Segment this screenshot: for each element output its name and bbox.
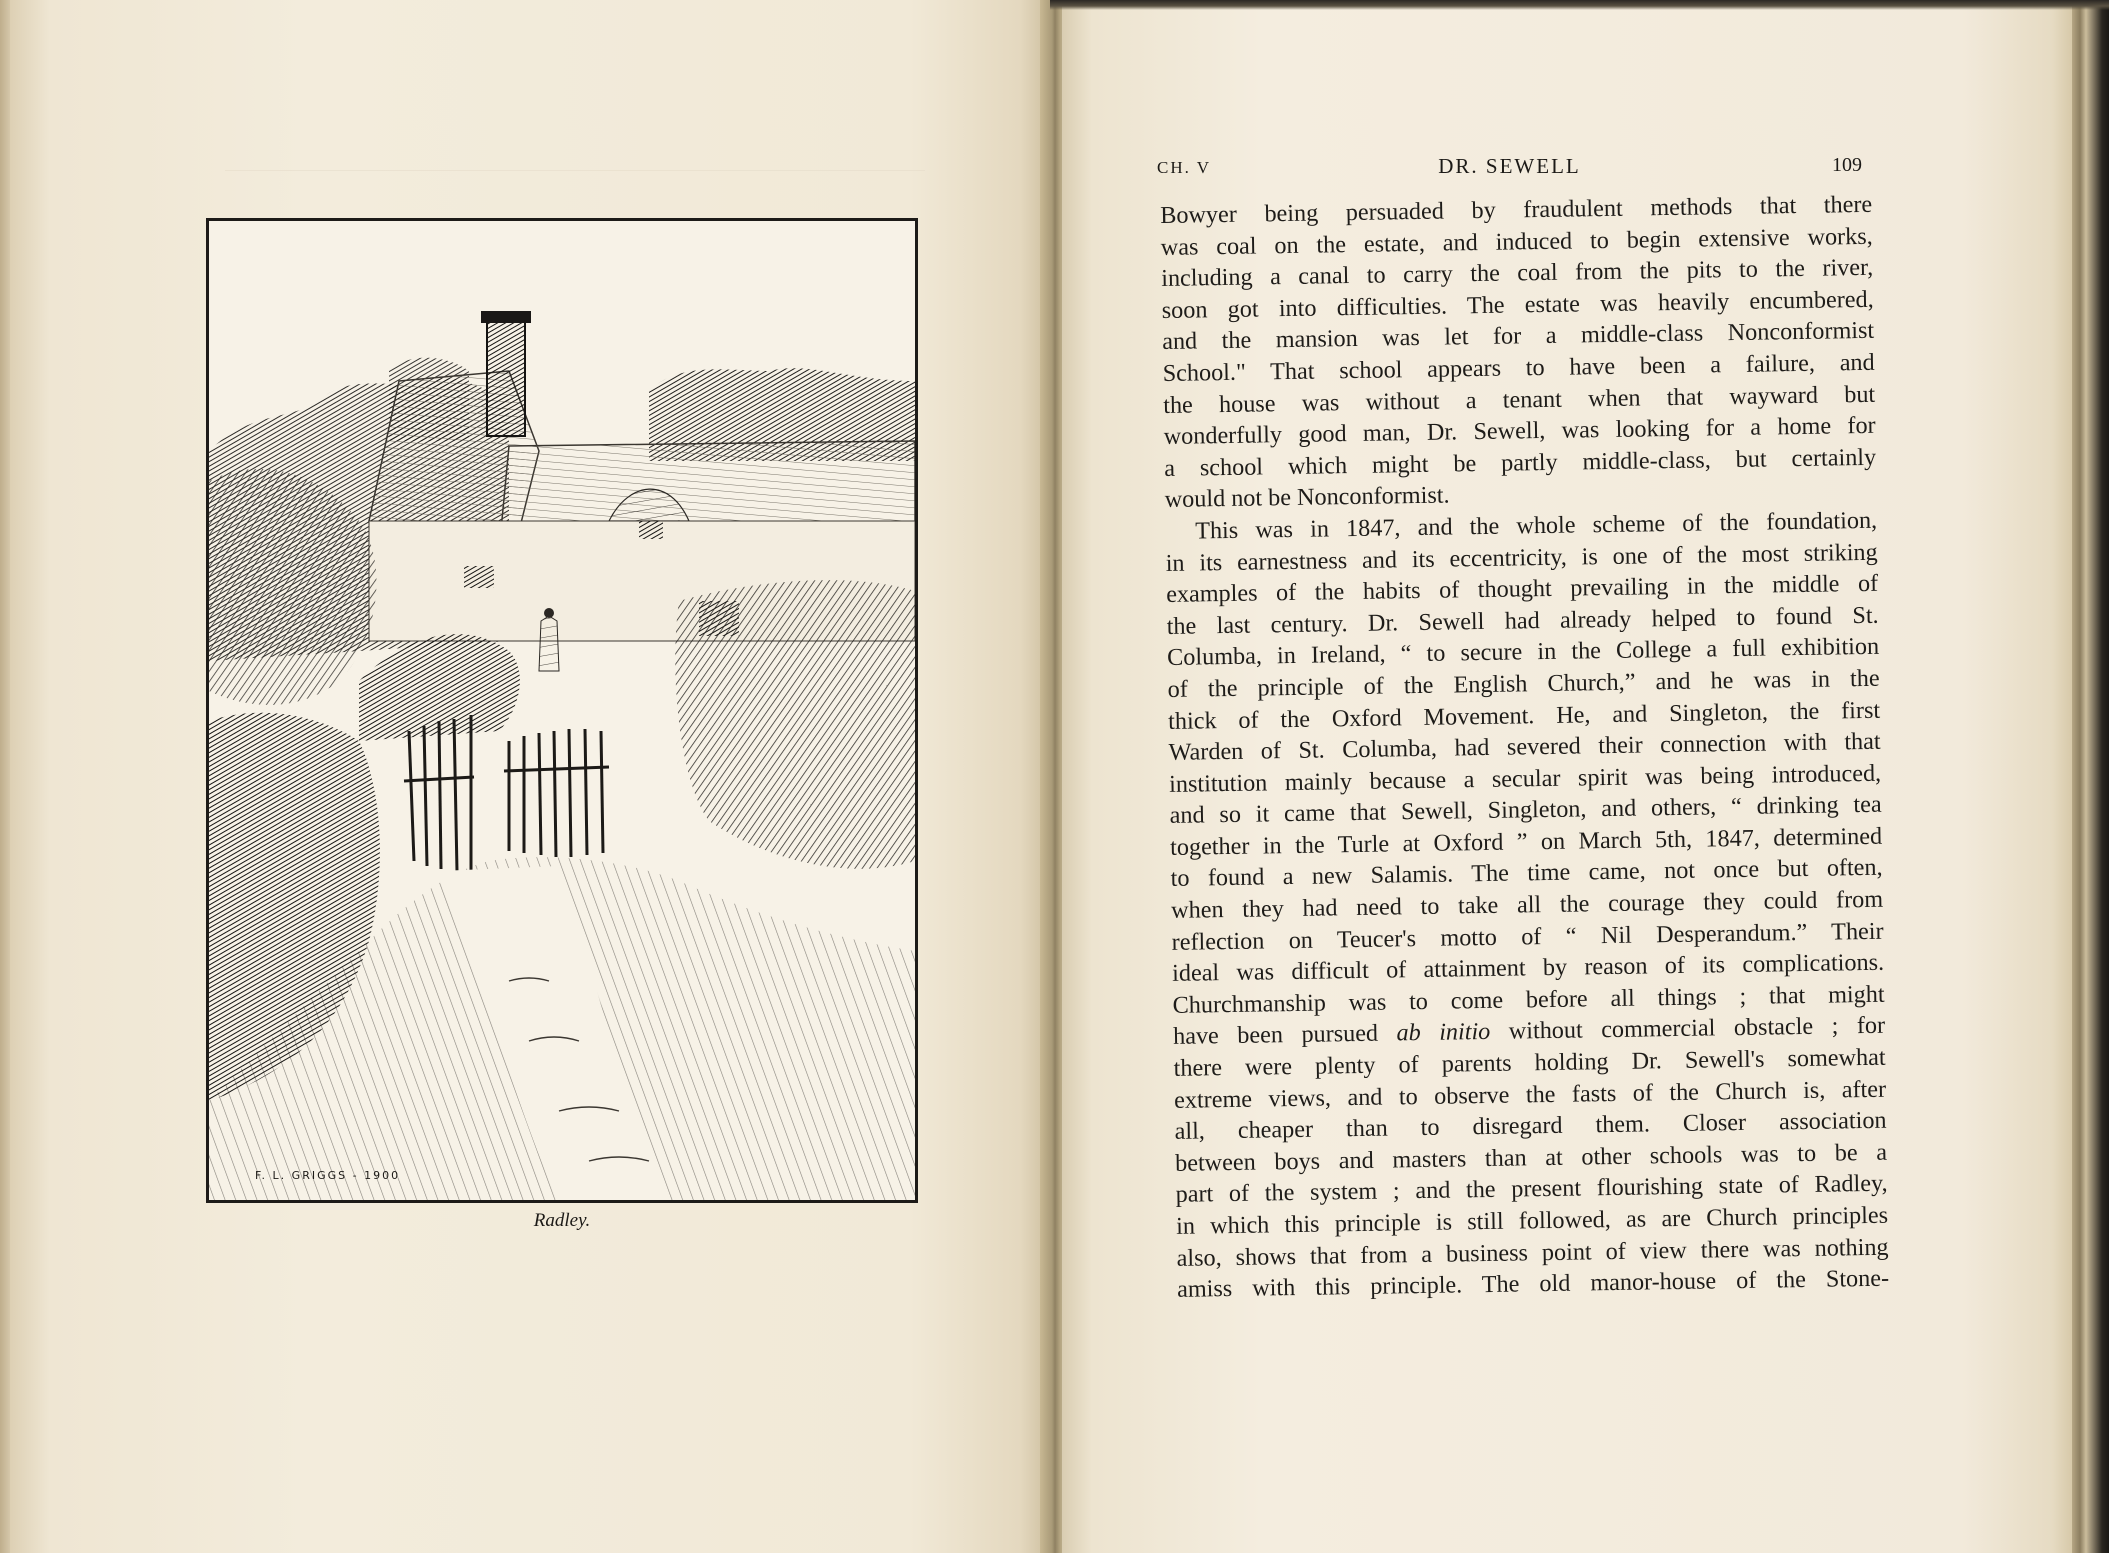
italic-phrase: ab initio [1396,1018,1491,1047]
body-line: Churchmanship was to come before all things ; that might [1172,980,1885,1019]
body-line: the house was without a tenant when that wayward but [1163,380,1876,419]
body-line: and the mansion was let for a middle-class Nonconformist [1162,317,1875,356]
body-line: extreme views, and to observe the fasts of the Church is, after [1173,1075,1887,1114]
top-shadow [1050,0,2109,10]
body-line: wonderfully good man, Dr. Sewell, was looking for a home for [1163,411,1876,451]
show-through-text [225,150,925,171]
body-line: ideal was difficult of attainment by reason of its complications. [1171,948,1885,988]
cottage-engraving [209,221,915,1200]
running-head [1157,154,1862,184]
body-line: was coal on the estate, and induced to begin extensive works, [1160,222,1873,261]
body-line: when they had need to take all the courage they could from [1170,885,1884,924]
page-number: 109 [1832,154,1862,176]
body-line: between boys and masters than at other schools was to be a [1174,1138,1888,1177]
body-line: examples of the habits of thought prevailing in the middle of [1165,569,1879,609]
body-line: amiss with this principle. The old manor-house of the Stone- [1176,1264,1890,1304]
body-text [1160,189,1889,1306]
body-line: in which this principle is still followed, as are Church principles [1175,1201,1889,1240]
artist-signature: F. L. GRIGGS - 1900 [255,1169,401,1182]
page-edge [2072,0,2109,1553]
body-line: part of the system ; and the present flourishing state of Radley, [1175,1170,1888,1209]
chapter-label: CH. V [1157,158,1212,177]
body-line: would not be Nonconformist. [1164,481,1450,514]
body-line: a school which might be partly middle-class, but certainly [1164,443,1877,482]
body-line: Warden of St. Columba, had severed their connection with that [1168,727,1881,767]
body-line: all, cheaper than to disregard them. Closer association [1174,1106,1887,1146]
body-line: reflection on Teucer's motto of “ Nil Desperandum.” Their [1171,917,1884,956]
body-line: also, shows that from a business point of view there was nothing [1176,1233,1889,1272]
body-line: Columba, in Ireland, “ to secure in the College a full exhibition [1166,633,1880,672]
body-line: This was in 1847, and the whole scheme of the foundation, [1194,506,1878,545]
body-line: School." That school appears to have been a failure, and [1162,348,1875,387]
body-line: thick of the Oxford Movement. He, and Singleton, the first [1167,696,1881,735]
radley-illustration [206,218,918,1203]
running-title: DR. SEWELL [1438,154,1581,178]
body-line: of the principle of the English Church,” and he was in the [1167,664,1880,703]
body-line: have been pursued ab initio without commercial obstacle ; for [1172,1012,1886,1051]
body-line: to found a new Salamis. The time came, not once but often, [1170,854,1883,893]
illustration-caption: Radley. [533,1210,591,1231]
body-line: including a canal to carry the coal from the pits to the river, [1161,253,1874,293]
body-line: Bowyer being persuaded by fraudulent methods that there [1160,190,1873,229]
body-line: in its earnestness and its eccentricity, is one of the most striking [1165,538,1878,577]
body-line: soon got into difficulties. The estate was heavily encumbered, [1161,285,1874,324]
body-line: and so it came that Sewell, Singleton, and others, “ drinking tea [1169,791,1882,830]
body-line: the last century. Dr. Sewell had already helped to found St. [1166,601,1879,640]
body-line: together in the Turle at Oxford ” on March 5th, 1847, determined [1169,822,1883,861]
body-line: institution mainly because a secular spirit was being introduced, [1168,759,1882,798]
body-line: there were plenty of parents holding Dr. Sewell's somewhat [1173,1043,1886,1082]
